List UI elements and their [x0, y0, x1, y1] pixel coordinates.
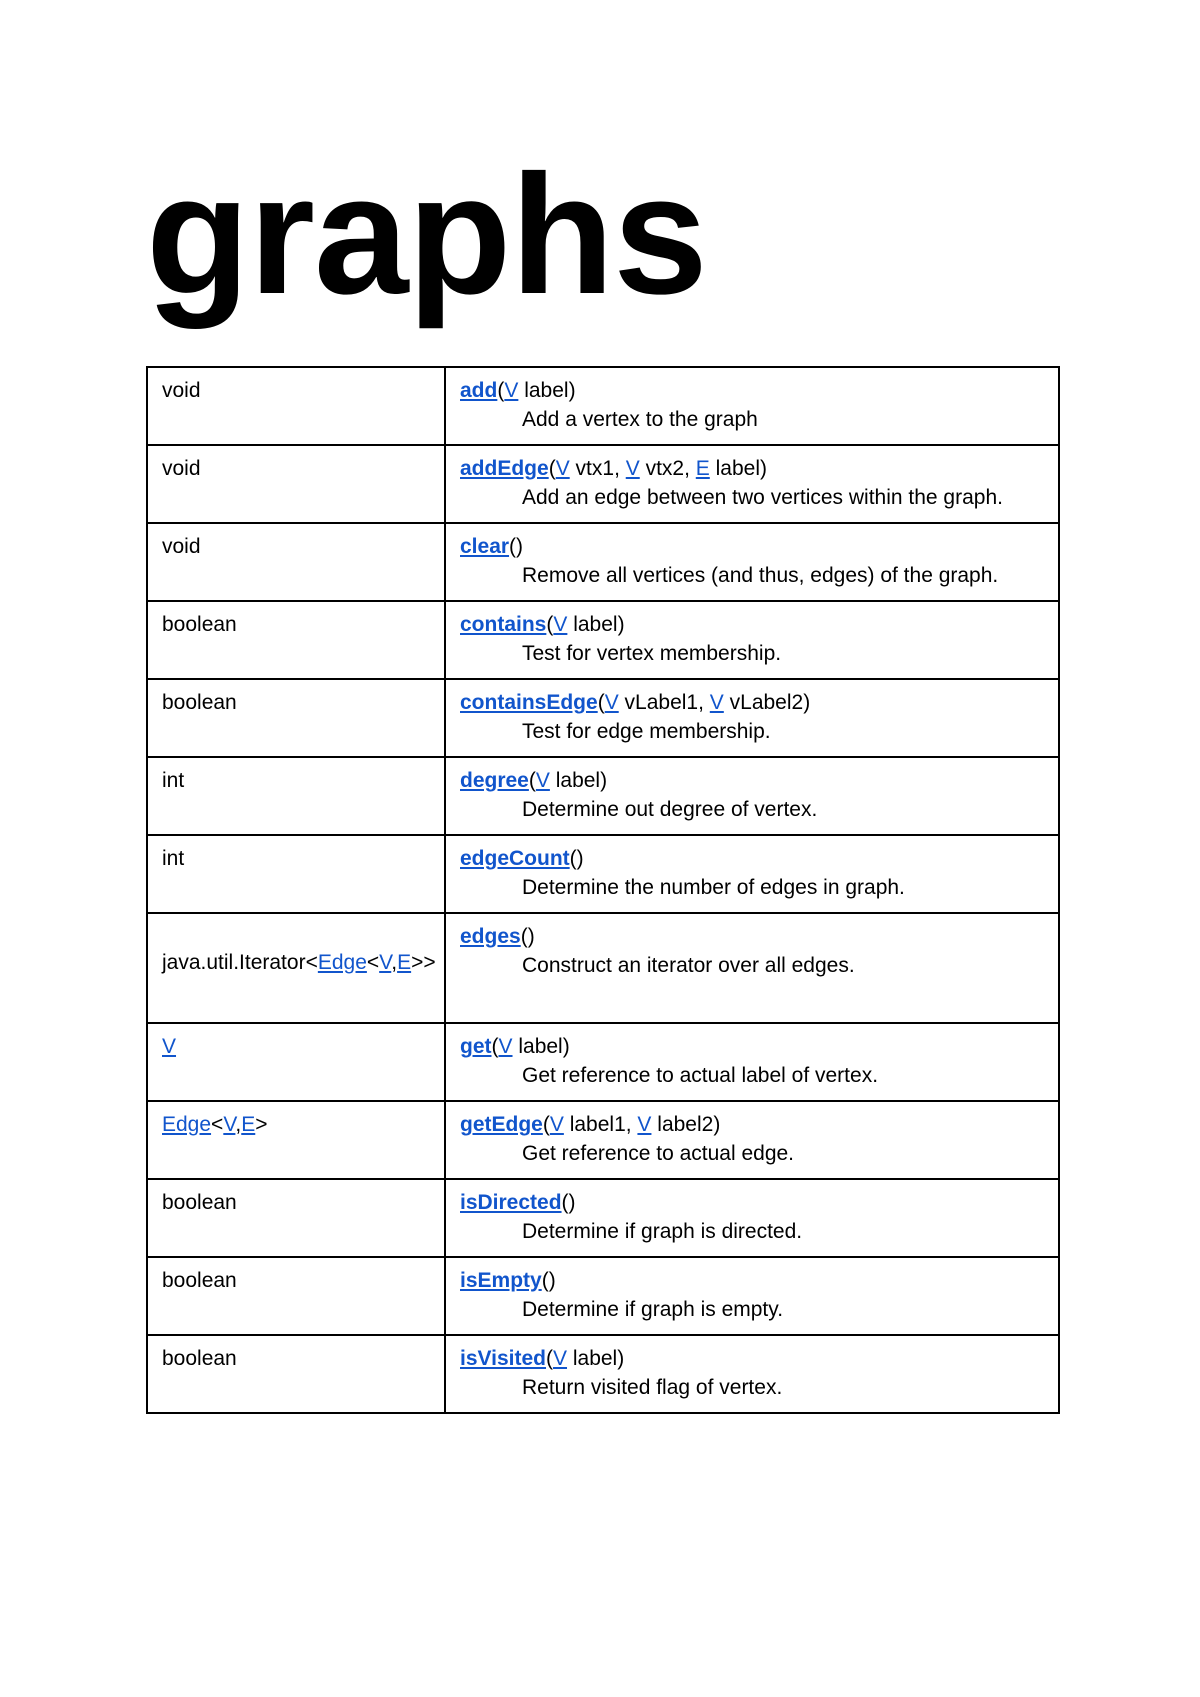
method-summary-table: [146, 366, 1060, 1414]
param-name: vtx2: [639, 457, 685, 480]
table-row: [147, 1257, 1059, 1335]
type-link[interactable]: V: [379, 951, 392, 974]
return-type: boolean: [162, 613, 237, 636]
method-link[interactable]: getEdge: [460, 1113, 543, 1136]
method-link[interactable]: add: [460, 379, 498, 402]
table-row: [147, 523, 1059, 601]
table-row: [147, 679, 1059, 757]
method-description: Determine the number of edges in graph.: [522, 876, 905, 899]
method-description: Remove all vertices (and thus, edges) of the graph.: [522, 564, 999, 587]
param-type-link[interactable]: V: [535, 769, 550, 792]
return-type: int: [162, 847, 185, 870]
method-description: Determine if graph is directed.: [522, 1220, 803, 1243]
method-description: Add a vertex to the graph: [522, 408, 758, 431]
method-description: Return visited flag of vertex.: [522, 1376, 783, 1399]
type-link[interactable]: Edge: [317, 951, 367, 974]
type-text: java.util.Iterator<: [162, 951, 318, 974]
method-cell: degree(V label) Determine out degree of vertex.: [445, 757, 1059, 835]
table-row: [147, 757, 1059, 835]
method-link[interactable]: containsEdge: [460, 691, 598, 714]
method-link[interactable]: addEdge: [460, 457, 549, 480]
table-row: [147, 1101, 1059, 1179]
method-table-body: [147, 367, 1059, 1413]
method-link[interactable]: contains: [460, 613, 547, 636]
type-link[interactable]: E: [397, 951, 412, 974]
param-type-link[interactable]: V: [555, 457, 570, 480]
type-link[interactable]: V: [162, 1035, 177, 1058]
method-cell: get(V label) Get reference to actual label of vertex.: [445, 1023, 1059, 1101]
table-row: [147, 1023, 1059, 1101]
method-description: Construct an iterator over all edges.: [522, 954, 855, 977]
param-type-link[interactable]: V: [625, 457, 640, 480]
method-link[interactable]: isEmpty: [460, 1269, 542, 1292]
type-link[interactable]: Edge: [162, 1113, 212, 1136]
table-row: [147, 1335, 1059, 1413]
method-cell: isDirected() Determine if graph is directed.: [445, 1179, 1059, 1257]
param-type-link[interactable]: V: [498, 1035, 513, 1058]
return-type: int: [162, 769, 185, 792]
method-cell: edges() Construct an iterator over all edges.: [445, 913, 1059, 1023]
param-name: label: [512, 1035, 563, 1058]
return-type-cell: [147, 835, 445, 913]
method-cell: getEdge(V label1, V label2) Get reference to actual edge.: [445, 1101, 1059, 1179]
return-type-cell: [147, 1101, 445, 1179]
return-type-cell: [147, 445, 445, 523]
param-type-link[interactable]: V: [709, 691, 724, 714]
method-link[interactable]: isVisited: [460, 1347, 546, 1370]
method-cell: contains(V label) Test for vertex membership.: [445, 601, 1059, 679]
return-type-cell: [147, 1257, 445, 1335]
table-row: [147, 445, 1059, 523]
method-description: Test for edge membership.: [522, 720, 771, 743]
page-title: graphs: [146, 140, 707, 330]
return-type: boolean: [162, 691, 237, 714]
return-type-cell: [147, 757, 445, 835]
param-type-link[interactable]: E: [695, 457, 710, 480]
param-name: label: [549, 769, 601, 792]
return-type-cell: [147, 1023, 445, 1101]
table-row: [147, 601, 1059, 679]
method-cell: isEmpty() Determine if graph is empty.: [445, 1257, 1059, 1335]
type-link[interactable]: V: [223, 1113, 236, 1136]
method-link[interactable]: isDirected: [460, 1191, 562, 1214]
return-type: boolean: [162, 1191, 237, 1214]
return-type: void: [162, 535, 201, 558]
return-type: void: [162, 457, 201, 480]
param-name: vLabel2: [723, 691, 804, 714]
method-cell: clear() Remove all vertices (and thus, edges) of the graph.: [445, 523, 1059, 601]
method-cell: edgeCount() Determine the number of edges in graph.: [445, 835, 1059, 913]
method-cell: isVisited(V label) Return visited flag of vertex.: [445, 1335, 1059, 1413]
method-cell: addEdge(V vtx1, V vtx2, E label) Add an edge between two vertices within the graph.: [445, 445, 1059, 523]
return-type: boolean: [162, 1347, 237, 1370]
method-description: Add an edge between two vertices within the graph.: [522, 486, 1003, 509]
return-type: [162, 1113, 268, 1136]
param-name: label1: [563, 1113, 626, 1136]
param-name: label2: [651, 1113, 714, 1136]
return-type-cell: [147, 367, 445, 445]
method-description: Get reference to actual edge.: [522, 1142, 795, 1165]
table-row: [147, 367, 1059, 445]
return-type: [162, 948, 434, 977]
param-name: label: [709, 457, 760, 480]
return-type-cell: [147, 523, 445, 601]
method-description: Determine out degree of vertex.: [522, 798, 818, 821]
param-type-link[interactable]: V: [549, 1113, 564, 1136]
table-row: [147, 1179, 1059, 1257]
param-name: label: [567, 613, 618, 636]
type-text: >>: [411, 951, 436, 974]
param-name: label: [518, 379, 569, 402]
method-description: Determine if graph is empty.: [522, 1298, 784, 1321]
method-link[interactable]: get: [460, 1035, 492, 1058]
method-link[interactable]: degree: [460, 769, 529, 792]
param-name: vLabel1: [618, 691, 699, 714]
param-name: label: [567, 1347, 618, 1370]
method-description: Get reference to actual label of vertex.: [522, 1064, 879, 1087]
method-cell: add(V label) Add a vertex to the graph: [445, 367, 1059, 445]
type-text: ,: [235, 1113, 242, 1136]
param-type-link[interactable]: V: [504, 379, 519, 402]
method-link[interactable]: edges: [460, 925, 521, 948]
param-type-link[interactable]: V: [604, 691, 619, 714]
param-type-link[interactable]: V: [553, 613, 568, 636]
table-row: [147, 913, 1059, 1023]
param-name: vtx1: [569, 457, 615, 480]
param-type-link[interactable]: V: [553, 1347, 568, 1370]
type-text: >: [255, 1113, 268, 1136]
type-link[interactable]: E: [241, 1113, 256, 1136]
table-row: [147, 835, 1059, 913]
return-type-cell: [147, 1179, 445, 1257]
return-type: boolean: [162, 1269, 237, 1292]
return-type-cell: [147, 679, 445, 757]
return-type-cell: [147, 601, 445, 679]
return-type-cell: [147, 913, 445, 1023]
type-text: ,: [391, 951, 398, 974]
method-link[interactable]: edgeCount: [460, 847, 570, 870]
param-type-link[interactable]: V: [637, 1113, 652, 1136]
method-cell: containsEdge(V vLabel1, V vLabel2) Test for edge membership.: [445, 679, 1059, 757]
type-text: <: [211, 1113, 224, 1136]
method-link[interactable]: clear: [460, 535, 510, 558]
return-type: void: [162, 379, 201, 402]
method-description: Test for vertex membership.: [522, 642, 782, 665]
type-text: <: [366, 951, 380, 974]
return-type-cell: [147, 1335, 445, 1413]
